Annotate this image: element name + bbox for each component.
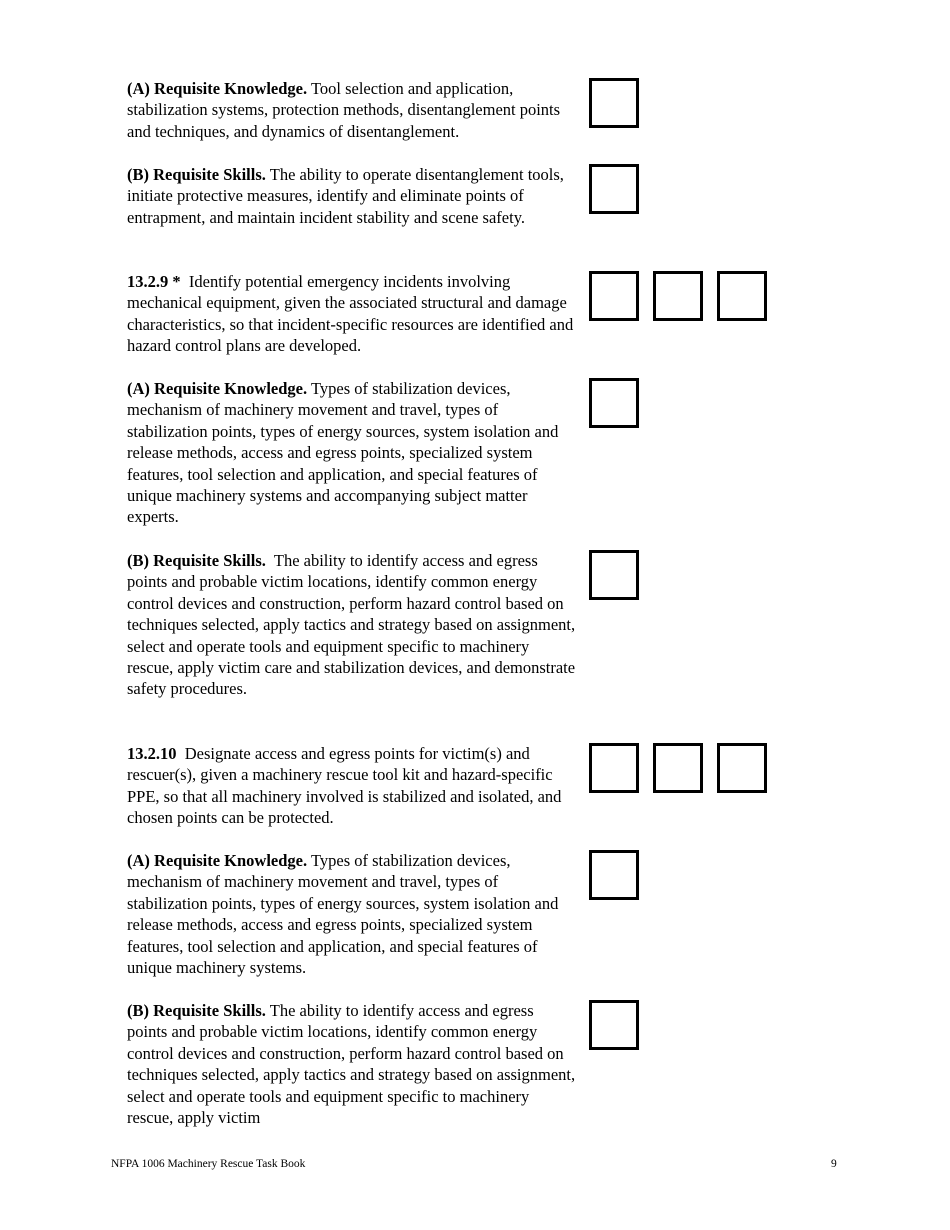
entry-text: (B) Requisite Skills. The ability to identify access and egress points and probable victim locations, identify common energy control devices and construction, perform hazard control based on techniques selected, apply tactics and strategy based on assignment, select and operate tools and equipment specific to machinery rescue, apply victim care and stabilization devices, and demonstrate safety procedures.	[127, 551, 576, 699]
entry-label: 13.2.10	[127, 744, 177, 763]
checkbox-group	[589, 164, 639, 214]
checkbox-group	[589, 271, 767, 321]
entry-text: 13.2.10 Designate access and egress points for victim(s) and rescuer(s), given a machinery rescue tool kit and hazard-specific PPE, so that all machinery involved is stabilized and isolated, and chosen points can be protected.	[127, 744, 562, 828]
entry-text: 13.2.9 * Identify potential emergency incidents involving mechanical equipment, given the associated structural and damage characteristics, so that incident-specific resources are identified and hazard control plans are developed.	[127, 272, 574, 356]
entry-text: (A) Requisite Knowledge. Tool selection and application, stabilization systems, protection methods, disentanglement points and techniques, and dynamics of disentanglement.	[127, 79, 561, 141]
checkbox-group	[589, 550, 639, 600]
entry-a-knowledge-3	[127, 850, 577, 978]
entry-label: 13.2.9 *	[127, 272, 181, 291]
checkbox-group	[589, 378, 639, 428]
entry-b-skills-3	[127, 1000, 577, 1128]
entry-a-knowledge-2	[127, 378, 577, 528]
checkbox-group	[589, 743, 767, 793]
checkbox[interactable]	[717, 743, 767, 793]
entry-label: (B) Requisite Skills.	[127, 1001, 266, 1020]
checkbox-group	[589, 1000, 639, 1050]
checkbox[interactable]	[589, 378, 639, 428]
entry-label: (A) Requisite Knowledge.	[127, 379, 308, 398]
checkbox-group	[589, 78, 639, 128]
checkbox[interactable]	[589, 164, 639, 214]
entry-text: (A) Requisite Knowledge. Types of stabilization devices, mechanism of machinery movement and travel, types of stabilization points, types of energy sources, system isolation and release methods, access and egress points, specialized system features, tool selection and application, and special features of unique machinery systems and accompanying subject matter experts.	[127, 379, 559, 527]
checkbox[interactable]	[717, 271, 767, 321]
checkbox[interactable]	[589, 743, 639, 793]
entry-label: (A) Requisite Knowledge.	[127, 851, 308, 870]
entry-13-2-9	[127, 271, 577, 357]
footer-title: NFPA 1006 Machinery Rescue Task Book	[111, 1158, 306, 1170]
entry-label: (B) Requisite Skills.	[127, 551, 266, 570]
checkbox-group	[589, 850, 639, 900]
entry-b-skills-1	[127, 164, 577, 228]
checkbox[interactable]	[589, 850, 639, 900]
checkbox[interactable]	[589, 78, 639, 128]
entry-13-2-10	[127, 743, 577, 829]
entry-label: (A) Requisite Knowledge.	[127, 79, 308, 98]
entry-text: (A) Requisite Knowledge. Types of stabilization devices, mechanism of machinery movement and travel, types of stabilization points, types of energy sources, system isolation and release methods, access and egress points, specialized system features, tool selection and application, and special features of unique machinery systems.	[127, 851, 559, 978]
checkbox[interactable]	[589, 550, 639, 600]
entry-b-skills-2	[127, 550, 577, 700]
page-number: 9	[831, 1158, 837, 1170]
entry-a-knowledge-1	[127, 78, 577, 142]
checkbox[interactable]	[653, 743, 703, 793]
entry-text: (B) Requisite Skills. The ability to operate disentanglement tools, initiate protective measures, identify and eliminate points of entrapment, and maintain incident stability and scene safety.	[127, 165, 564, 227]
checkbox[interactable]	[589, 1000, 639, 1050]
entry-text: (B) Requisite Skills. The ability to identify access and egress points and probable victim locations, identify common energy control devices and construction, perform hazard control based on techniques selected, apply tactics and strategy based on assignment, select and operate tools and equipment specific to machinery rescue, apply victim	[127, 1001, 576, 1128]
checkbox[interactable]	[653, 271, 703, 321]
entry-label: (B) Requisite Skills.	[127, 165, 266, 184]
checkbox[interactable]	[589, 271, 639, 321]
